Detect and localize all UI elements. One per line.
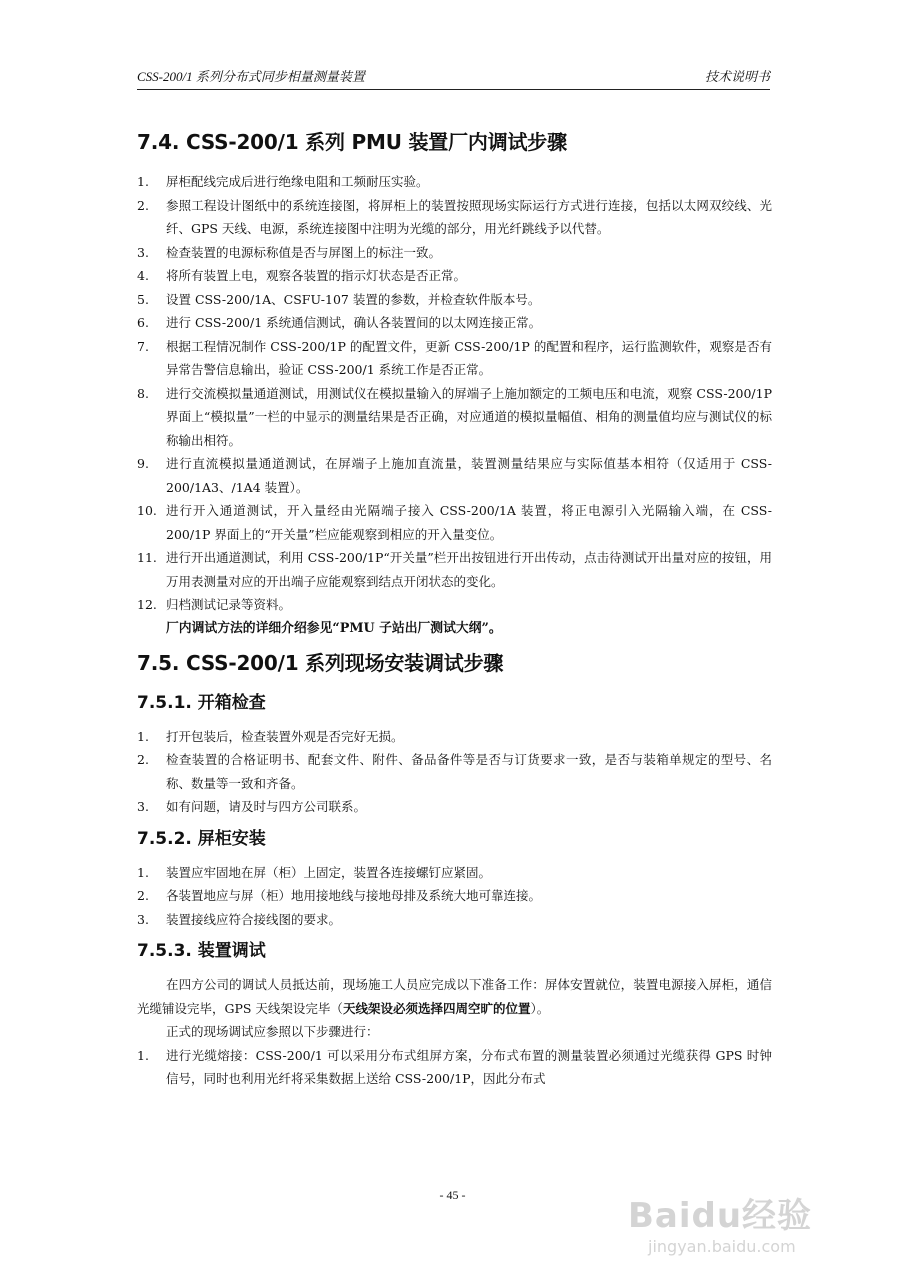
list-item-text: 检查装置的合格证明书、配套文件、附件、备品备件等是否与订货要求一致，是否与装箱单规定的型号、名称、数量等一致和齐备。: [166, 752, 772, 791]
list-item-text: 进行开出通道测试，利用 CSS-200/1P“开关量”栏开出按钮进行开出传动，点击待测试开出量对应的按钮，用万用表测量对应的开出端子应能观察到结点开闭状态的变化。: [166, 550, 772, 589]
section-7-4-list: [137, 170, 772, 617]
list-item-number: 2.: [137, 197, 149, 213]
list-item-number: 4.: [137, 268, 149, 283]
list-item-text: 进行交流模拟量通道测试，用测试仪在模拟量输入的屏端子上施加额定的工频电压和电流，观察 CSS-200/1P 界面上“模拟量”一栏的中显示的测量结果是否正确，对应通道的模拟量幅值、相角的测量值均应与测试仪的标称输出相符。: [166, 385, 772, 448]
list-item: [137, 748, 772, 795]
list-item-number: 10.: [137, 503, 157, 518]
list-item: [137, 725, 772, 749]
intro-bold-warning: 天线架设必须选择四周空旷的位置: [342, 1000, 531, 1016]
list-item: [137, 382, 772, 453]
section-7-5-3-intro: [137, 973, 772, 1020]
section-7-5-3-title: 7.5.3. 装置调试: [137, 941, 266, 961]
section-7-4-note: 厂内调试方法的详细介绍参见“PMU 子站出厂测试大纲”。: [166, 620, 502, 636]
list-item: [137, 1044, 772, 1091]
header-document-type: 技术说明书: [704, 69, 770, 84]
list-item-text: 装置接线应符合接线图的要求。: [166, 911, 342, 927]
list-item-text: 设置 CSS-200/1A、CSFU-107 装置的参数，并检查软件版本号。: [166, 291, 541, 307]
list-item-text: 参照工程设计图纸中的系统连接图，将屏柜上的装置按照现场实际运行方式进行连接，包括以太网双绞线、光纤、GPS 天线、电源，系统连接图中注明为光缆的部分，用光纤跳线予以代替。: [166, 197, 772, 236]
list-item-number: 1.: [137, 1047, 149, 1063]
list-item: [137, 194, 772, 241]
section-7-4-title: 7.4. CSS-200/1 系列 PMU 装置厂内调试步骤: [137, 130, 567, 154]
list-item-text: 进行光缆熔接：CSS-200/1 可以采用分布式组屏方案，分布式布置的测量装置必须通过光缆获得 GPS 时钟信号，同时也利用光纤将采集数据上送给 CSS-200/1P，因此分布式: [166, 1047, 772, 1086]
list-item-number: 9.: [137, 456, 149, 471]
list-item-number: 1.: [137, 864, 149, 880]
list-item-number: 1.: [137, 728, 149, 744]
list-item-text: 根据工程情况制作 CSS-200/1P 的配置文件，更新 CSS-200/1P 的配置和程序，运行监测软件，观察是否有异常告警信息输出，验证 CSS-200/1 系统工作是否正常。: [166, 338, 772, 377]
list-item-text: 如有问题，请及时与四方公司联系。: [166, 799, 367, 814]
list-item: [137, 884, 772, 908]
list-item-number: 12.: [137, 597, 157, 612]
list-item-text: 打开包装后，检查装置外观是否完好无损。: [166, 728, 404, 744]
list-item-text: 进行直流模拟量通道测试，在屏端子上施加直流量，装置测量结果应与实际值基本相符（仅适用于 CSS-200/1A3、/1A4 装置）。: [166, 456, 772, 495]
list-item-text: 进行开入通道测试，开入量经由光隔端子接入 CSS-200/1A 装置，将正电源引入光隔输入端，在 CSS-200/1P 界面上的“开关量”栏应能观察到相应的开入量变位。: [166, 503, 772, 542]
watermark-url: jingyan.baidu.com: [648, 1237, 796, 1256]
page-content: [137, 128, 772, 1091]
list-item-number: 11.: [137, 550, 157, 565]
page-header: [137, 67, 770, 90]
list-item-number: 2.: [137, 888, 149, 903]
section-7-5-1-title: 7.5.1. 开箱检查: [137, 692, 266, 713]
intro-text: 在四方公司的调试人员抵达前，现场施工人员应完成以下准备工作：屏体安置就位，装置电源接入屏柜，通信光缆铺设完毕，GPS 天线架设完毕（: [137, 977, 772, 1016]
list-item-number: 5.: [137, 291, 149, 307]
intro-end: ）。: [530, 1000, 550, 1016]
watermark-logo: Baidu经验: [628, 1196, 813, 1236]
list-item-number: 7.: [137, 338, 149, 354]
list-item: [137, 311, 772, 335]
list-item-text: 将所有装置上电，观察各装置的指示灯状态是否正常。: [166, 268, 467, 283]
list-item: [137, 546, 772, 593]
list-item-number: 2.: [137, 752, 149, 767]
page-number: - 45 -: [439, 1188, 466, 1202]
baidu-watermark: [628, 1196, 878, 1270]
section-7-5-2-title: 7.5.2. 屏柜安装: [137, 828, 266, 849]
section-7-5-3-list: [137, 1044, 772, 1091]
list-item-number: 6.: [137, 315, 149, 330]
list-item-number: 8.: [137, 385, 149, 401]
list-item-number: 3.: [137, 911, 149, 927]
list-item: [137, 593, 772, 617]
list-item-number: 3.: [137, 244, 149, 260]
header-document-title: CSS-200/1 系列分布式同步相量测量装置: [137, 69, 365, 84]
list-item: [137, 499, 772, 546]
section-7-5-1-list: [137, 725, 772, 819]
list-item-number: 3.: [137, 799, 149, 814]
list-item: [137, 795, 772, 819]
list-item: [137, 170, 772, 194]
section-7-5-2-list: [137, 861, 772, 932]
list-item: [137, 264, 772, 288]
list-item-text: 装置应牢固地在屏（柜）上固定，装置各连接螺钉应紧固。: [166, 864, 492, 880]
list-item-text: 屏柜配线完成后进行绝缘电阻和工频耐压实验。: [166, 174, 429, 189]
list-item: [137, 452, 772, 499]
list-item: [137, 288, 772, 312]
list-item-text: 检查装置的电源标称值是否与屏图上的标注一致。: [166, 244, 442, 260]
list-item-text: 归档测试记录等资料。: [166, 597, 292, 612]
list-item: [137, 861, 772, 885]
list-item: [137, 241, 772, 265]
list-item-number: 1.: [137, 174, 149, 189]
list-item-text: 各装置地应与屏（柜）地用接地线与接地母排及系统大地可靠连接。: [166, 888, 542, 903]
list-item-text: 进行 CSS-200/1 系统通信测试，确认各装置间的以太网连接正常。: [166, 315, 542, 330]
section-7-5-title: 7.5. CSS-200/1 系列现场安装调试步骤: [137, 650, 504, 675]
list-item: [137, 908, 772, 932]
section-7-5-3-steps-intro: 正式的现场调试应参照以下步骤进行：: [166, 1024, 379, 1039]
list-item: [137, 335, 772, 382]
